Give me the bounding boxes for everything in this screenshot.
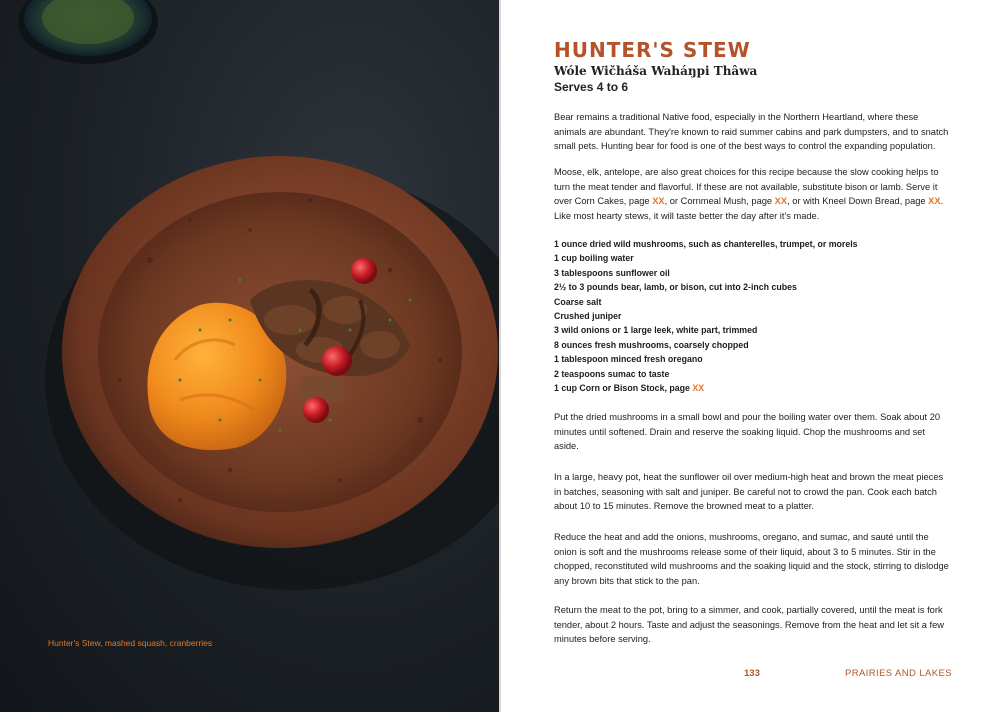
ingredient-item: Crushed juniper [554, 311, 622, 322]
ingredient-item: 8 ounces fresh mushrooms, coarsely chopped [554, 339, 749, 350]
intro-text: , or Cornmeal Mush, page [664, 196, 775, 206]
ingredient-item: 3 wild onions or 1 large leek, white part, trimmed [554, 325, 758, 336]
ingredient-item [554, 381, 858, 395]
page-number: 133 [744, 668, 760, 679]
intro-text: Bear remains a traditional Native food, especially in the Northern Heartland, where these animals are abundant. They're known to raid summer cabins and park dumpsters, and to snatch small pets. Hunting bear for food is one of the best ways to control the expanding population. [554, 112, 949, 151]
ingredient-item: Coarse salt [554, 296, 602, 307]
recipe-serves: Serves 4 to 6 [554, 80, 629, 94]
page-reference: XX [652, 196, 665, 206]
ingredient-item: 3 tablespoons sunflower oil [554, 267, 670, 278]
ingredient-item: 1 tablespoon minced fresh oregano [554, 354, 703, 365]
ingredient-item: 1 ounce dried wild mushrooms, such as chanterelles, trumpet, or morels [554, 239, 858, 249]
method-step: Reduce the heat and add the onions, mushrooms, oregano, and sumac, and sauté until the onion is soft and the mushrooms release some of their liquid, about 3 to 5 minutes. Stir in the chopped, reconstituted wild mushrooms and the soaking liquid and the stock, stirring to dislodge any brown bits that stick to the pan. [554, 532, 949, 586]
intro-paragraph [554, 110, 952, 154]
ingredient-item: 2 teaspoons sumac to taste [554, 368, 670, 379]
method-step: Put the dried mushrooms in a small bowl and pour the boiling water over them. Soak about 20 minutes until softened. Drain and reserve the soaking liquid. Chop the mushrooms and set aside. [554, 412, 941, 451]
recipe-title: HUNTER'S STEW [554, 38, 751, 62]
method-step: Return the meat to the pot, bring to a simmer, and cook, partially covered, until the meat is fork tender, about 2 hours. Taste and adjust the seasonings. Remove from the heat and let sit a few minutes before serving. [554, 605, 945, 644]
recipe-page [501, 0, 1000, 712]
ingredient-list [554, 237, 858, 395]
ingredient-item: 2½ to 3 pounds bear, lamb, or bison, cut into 2-inch cubes [554, 282, 797, 293]
page-reference: XX [774, 196, 788, 206]
method-step: In a large, heavy pot, heat the sunflower oil over medium-high heat and brown the meat pieces in batches, seasoning with salt and juniper. Be careful not to crowd the pan. Cook each batch about 10 to 15 minutes. Remove the browned meat to a platter. [554, 472, 944, 511]
section-name: PRAIRIES AND LAKES [845, 668, 952, 679]
intro-paragraph [554, 165, 952, 223]
stew-plate-illustration [0, 0, 499, 712]
food-photo [0, 0, 499, 712]
intro-text: Moose, elk, antelope, are also great choices for this recipe because the slow cooking helps to turn the meat tender and flavorful. If these are not available, substitute bison or lamb. Serve it over Corn Cakes, page [554, 167, 939, 206]
page-reference: XX [928, 196, 941, 206]
page-reference: XX [692, 383, 705, 394]
ingredient-item: 1 cup boiling water [554, 253, 634, 264]
photo-caption: Hunter's Stew, mashed squash, cranberries [48, 638, 213, 648]
intro-text: , or with Kneel Down Bread, page [787, 196, 929, 206]
recipe-native-title: Wóle Wičháša Waháŋpi Thâwa [554, 64, 758, 78]
ingredient-text: 1 cup Corn or Bison Stock, page [554, 383, 693, 394]
intro-text: . Like most hearty stews, it will taste better the day after it's made. [554, 196, 944, 221]
